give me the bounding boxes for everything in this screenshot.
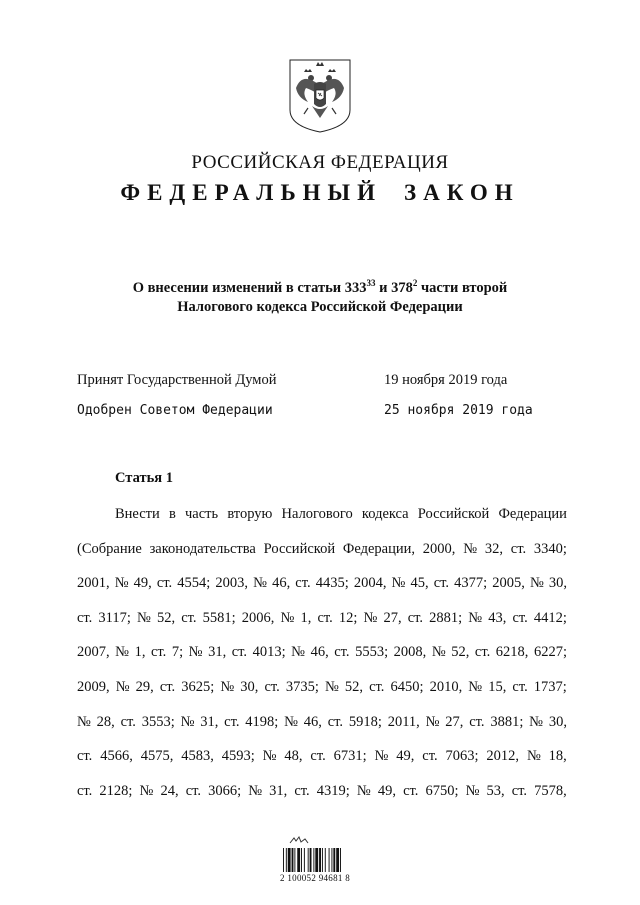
barcode-number: 2 100052 94681 8 <box>280 873 351 883</box>
approved-by-council-label: Одобрен Советом Федерации <box>77 403 273 418</box>
article-text-line: 2007, № 1, ст. 7; № 31, ст. 4013; № 46, ст. 5553; 2008, № 52, ст. 6218, 6227; <box>77 644 567 660</box>
law-title-text-a: О внесении изменений в статьи 333 <box>132 280 367 296</box>
law-title <box>0 279 640 317</box>
adopted-by-duma-label: Принят Государственной Думой <box>77 372 277 388</box>
law-heading-word2: ЗАКОН <box>404 180 520 205</box>
article-text-line: 2001, № 49, ст. 4554; 2003, № 46, ст. 4435; 2004, № 45, ст. 4377; 2005, № 30, <box>77 575 567 591</box>
law-title-line1 <box>0 279 640 298</box>
law-title-text-c: части второй <box>417 280 508 296</box>
law-title-line2: Налогового кодекса Российской Федерации <box>177 299 463 315</box>
article-text-line: Внести в часть вторую Налогового кодекса Российской Федерации <box>115 506 567 522</box>
law-title-superscript-1: 33 <box>366 278 376 288</box>
article-heading: Статья 1 <box>115 470 173 486</box>
article-text-line: ст. 2128; № 24, ст. 3066; № 31, ст. 4319; № 49, ст. 6750; № 53, ст. 7578, <box>77 783 567 799</box>
article-text-line: 2009, № 29, ст. 3625; № 30, ст. 3735; № 52, ст. 6450; 2010, № 15, ст. 1737; <box>77 679 567 695</box>
coat-of-arms-emblem <box>288 58 352 134</box>
law-title-text-b: и 378 <box>375 280 413 296</box>
law-title-superscript-2: 2 <box>412 278 418 288</box>
barcode-icon <box>282 848 362 874</box>
article-text-line: № 28, ст. 3553; № 31, ст. 4198; № 46, ст. 5918; 2011, № 27, ст. 3881; № 30, <box>77 714 567 730</box>
stamp-mark-icon <box>288 835 310 845</box>
article-text-line: (Собрание законодательства Российской Федерации, 2000, № 32, ст. 3340; <box>77 541 567 557</box>
law-heading <box>0 180 640 206</box>
article-text-line: ст. 4566, 4575, 4583, 4593; № 48, ст. 6731; № 49, ст. 7063; 2012, № 18, <box>77 748 567 764</box>
country-heading: РОССИЙСКАЯ ФЕДЕРАЦИЯ <box>191 152 449 173</box>
adopted-by-duma-date: 19 ноября 2019 года <box>384 372 508 388</box>
article-text-line: ст. 3117; № 52, ст. 5581; 2006, № 1, ст. 12; № 27, ст. 2881; № 43, ст. 4412; <box>77 610 567 626</box>
approved-by-council-date: 25 ноября 2019 года <box>384 403 533 418</box>
law-heading-word1: ФЕДЕРАЛЬНЫЙ <box>120 180 383 205</box>
